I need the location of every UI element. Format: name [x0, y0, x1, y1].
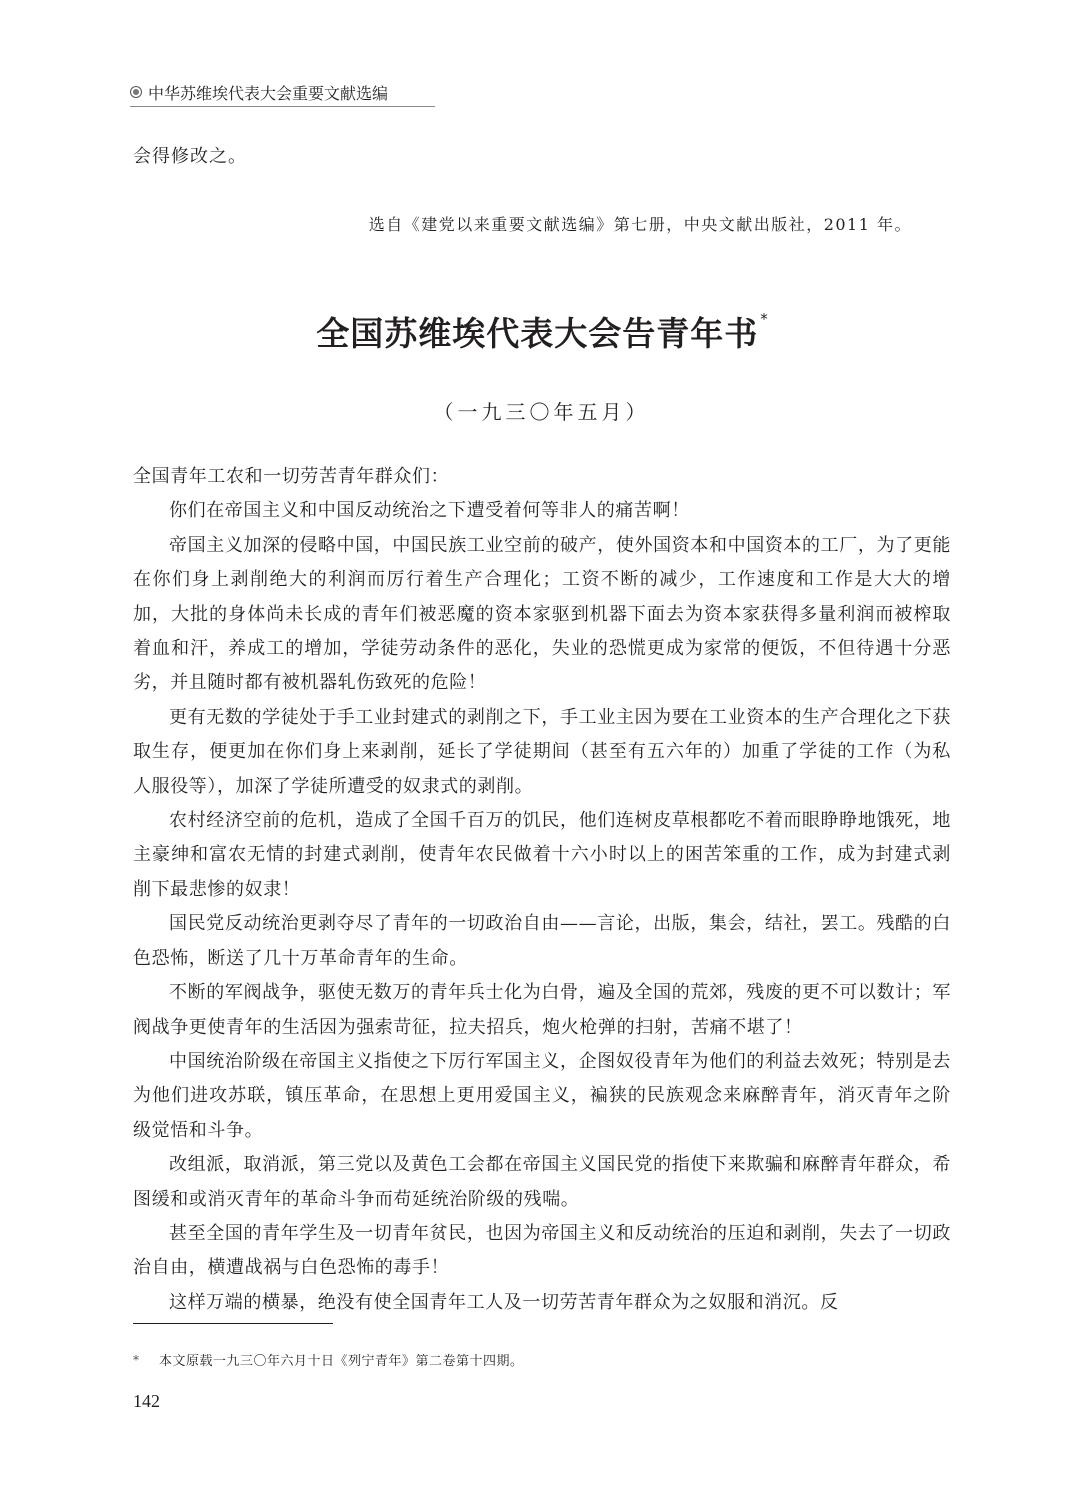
- footnote-marker: *: [133, 1352, 140, 1367]
- article-body: [133, 460, 951, 1320]
- footnote-divider: [133, 1323, 333, 1324]
- article-title-text: 全国苏维埃代表大会告青年书: [316, 314, 759, 353]
- source-note: 选自《建党以来重要文献选编》第七册，中央文献出版社，2011 年。: [368, 215, 912, 234]
- carry-over-text: 会得修改之。: [133, 146, 247, 167]
- page-number: 142: [133, 1391, 160, 1411]
- paragraph: 帝国主义加深的侵略中国，中国民族工业空前的破产，使外国资本和中国资本的工厂，为了更能在你们身上剥削绝大的利润而厉行着生产合理化；工资不断的减少，工作速度和工作是大大的增加，大批的身体尚未长成的青年们被恶魔的资本家驱到机器下面去为资本家获得多量利润而被榨取着血和汗，养成工的增加，学徒劳动条件的恶化，失业的恐慌更成为家常的便饭，不但待遇十分恶劣，并且随时都有被机器轧伤致死的危险！: [133, 534, 951, 694]
- title-footnote-marker: *: [760, 310, 769, 328]
- paragraph: 更有无数的学徒处于手工业封建式的剥削之下，手工业主因为要在工业资本的生产合理化之下获取生存，便更加在你们身上来剥削，延长了学徒期间（甚至有五六年的）加重了学徒的工作（为私人服役等），加深了学徒所遭受的奴隶式的剥削。: [133, 706, 951, 797]
- article-title: [0, 308, 1083, 355]
- running-header-text: 中华苏维埃代表大会重要文献选编: [148, 83, 389, 103]
- paragraph: 国民党反动统治更剥夺尽了青年的一切政治自由——言论，出版，集会，结社，罢工。残酷的白色恐怖，断送了几十万革命青年的生命。: [133, 913, 951, 969]
- footnote: [133, 1350, 524, 1369]
- paragraph: 不断的军阀战争，驱使无数万的青年兵士化为白骨，遍及全国的荒郊，残废的更不可以数计；军阀战争更使青年的生活因为强索苛征，拉夫招兵，炮火枪弹的扫射，苦痛不堪了！: [133, 982, 951, 1038]
- salutation: 全国青年工农和一切劳苦青年群众们：: [133, 466, 450, 487]
- paragraph: 中国统治阶级在帝国主义指使之下厉行军国主义，企图奴役青年为他们的利益去效死；特别是去为他们进攻苏联，镇压革命，在思想上更用爱国主义，褊狭的民族观念来麻醉青年，消灭青年之阶级觉悟和斗争。: [133, 1050, 951, 1141]
- running-header: [130, 78, 435, 107]
- paragraph: 农村经济空前的危机，造成了全国千百万的饥民，他们连树皮草根都吃不着而眼睁睁地饿死，地主豪绅和富农无情的封建式剥削，使青年农民做着十六小时以上的困苦笨重的工作，成为封建式剥削下最悲惨的奴隶！: [133, 810, 951, 900]
- paragraph: 这样万端的横暴，绝没有使全国青年工人及一切劳苦青年群众为之奴服和消沉。反: [169, 1291, 839, 1313]
- paragraph: 你们在帝国主义和中国反动统治之下遭受着何等非人的痛苦啊！: [169, 500, 690, 522]
- footnote-text: 本文原载一九三〇年六月十日《列宁青年》第二卷第十四期。: [159, 1354, 524, 1369]
- bullet-circle-icon: [130, 86, 142, 98]
- paragraph: 甚至全国的青年学生及一切青年贫民，也因为帝国主义和反动统治的压迫和剥削，失去了一切政治自由，横遭战祸与白色恐怖的毒手！: [133, 1222, 951, 1279]
- paragraph: 改组派，取消派，第三党以及黄色工会都在帝国主义国民党的指使下来欺骗和麻醉青年群众，希图缓和或消灭青年的革命斗争而苟延统治阶级的残喘。: [133, 1154, 951, 1210]
- article-date: （一九三〇年五月）: [433, 400, 650, 424]
